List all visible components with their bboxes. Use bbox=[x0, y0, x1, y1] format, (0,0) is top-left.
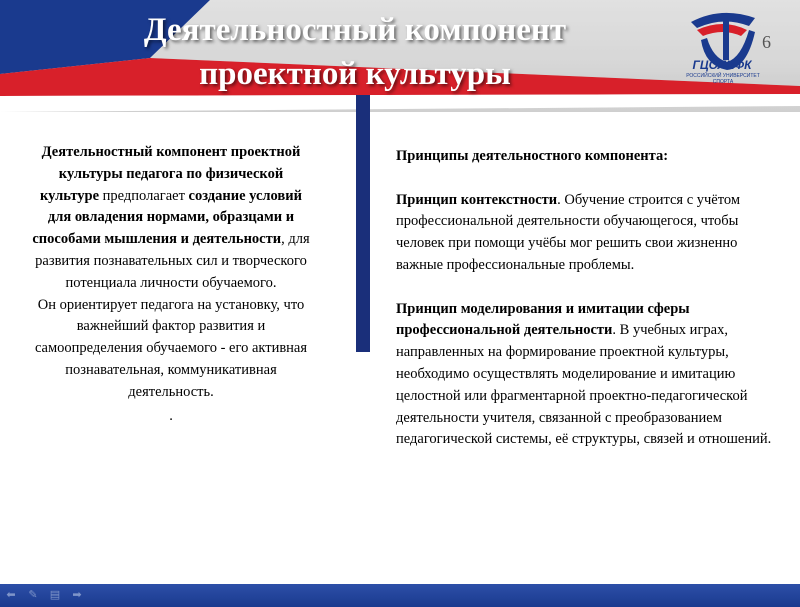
page-number: 6 bbox=[762, 32, 771, 52]
forward-arrow-icon[interactable]: ➡ bbox=[72, 588, 82, 601]
pen-icon[interactable]: ✎ bbox=[28, 588, 38, 601]
slide-title-line1: Деятельностный компонент bbox=[143, 12, 567, 48]
logo-subtitle: РОССИЙСКИЙ УНИВЕРСИТЕТ СПОРТА bbox=[686, 73, 760, 85]
principle-2-text: . В учебных играх, направленных на формирование проектной культуры, необходимо осуществлять моделирование и имитацию целостной или фрагментарной проектно-педагогической деятельности учителя, связанной с преобразованием педагогической системы, её структуры, связей и отношений. bbox=[396, 322, 772, 448]
slide-title bbox=[60, 8, 650, 96]
white-stripe bbox=[0, 94, 800, 112]
principle-1-title: Принцип контекстности bbox=[396, 191, 558, 208]
logo-name: ГЦОЛИФК bbox=[692, 58, 752, 72]
slide-header bbox=[0, 0, 800, 112]
left-bold-a: Деятельностный компонент проектной культуры педагога по физической культуре bbox=[40, 144, 301, 204]
menu-icon[interactable]: ▤ bbox=[49, 588, 61, 601]
left-paragraph-2: Он ориентирует педагога на установку, что важнейший фактор развития и самоопределения обучаемого - его активная познавательная, коммуникативная деятельность. bbox=[34, 296, 308, 400]
left-column-text bbox=[30, 142, 312, 427]
left-text-b: , для развития познавательных сил и творческого потенциала личности обучаемого. bbox=[35, 231, 310, 291]
slide-title-line2: проектной культуры bbox=[199, 56, 511, 92]
left-paragraph-1 bbox=[30, 142, 312, 295]
slide-footer bbox=[0, 584, 800, 607]
principle-2-title: Принцип моделирования и имитации сферы профессиональной деятельности bbox=[396, 300, 690, 339]
left-text-a: предполагает bbox=[99, 187, 189, 204]
column-divider bbox=[356, 95, 370, 352]
principle-1 bbox=[396, 190, 776, 277]
principles-heading-text: Принципы деятельностного компонента: bbox=[396, 148, 669, 164]
principle-2 bbox=[396, 299, 776, 452]
principles-heading bbox=[396, 146, 776, 168]
back-arrow-icon[interactable]: ⬅ bbox=[6, 588, 16, 601]
left-dot: . bbox=[169, 407, 173, 424]
left-bold-b: создание условий для овладения нормами, образцами и способами мышления и деятельности bbox=[32, 187, 302, 248]
right-column-text bbox=[396, 146, 776, 451]
principle-1-text: . Обучение строится с учётом профессиональной деятельности обучающегося, чтобы человек при помощи учёбы мог решить свои жизненно важные профессиональные проблемы. bbox=[396, 191, 741, 273]
